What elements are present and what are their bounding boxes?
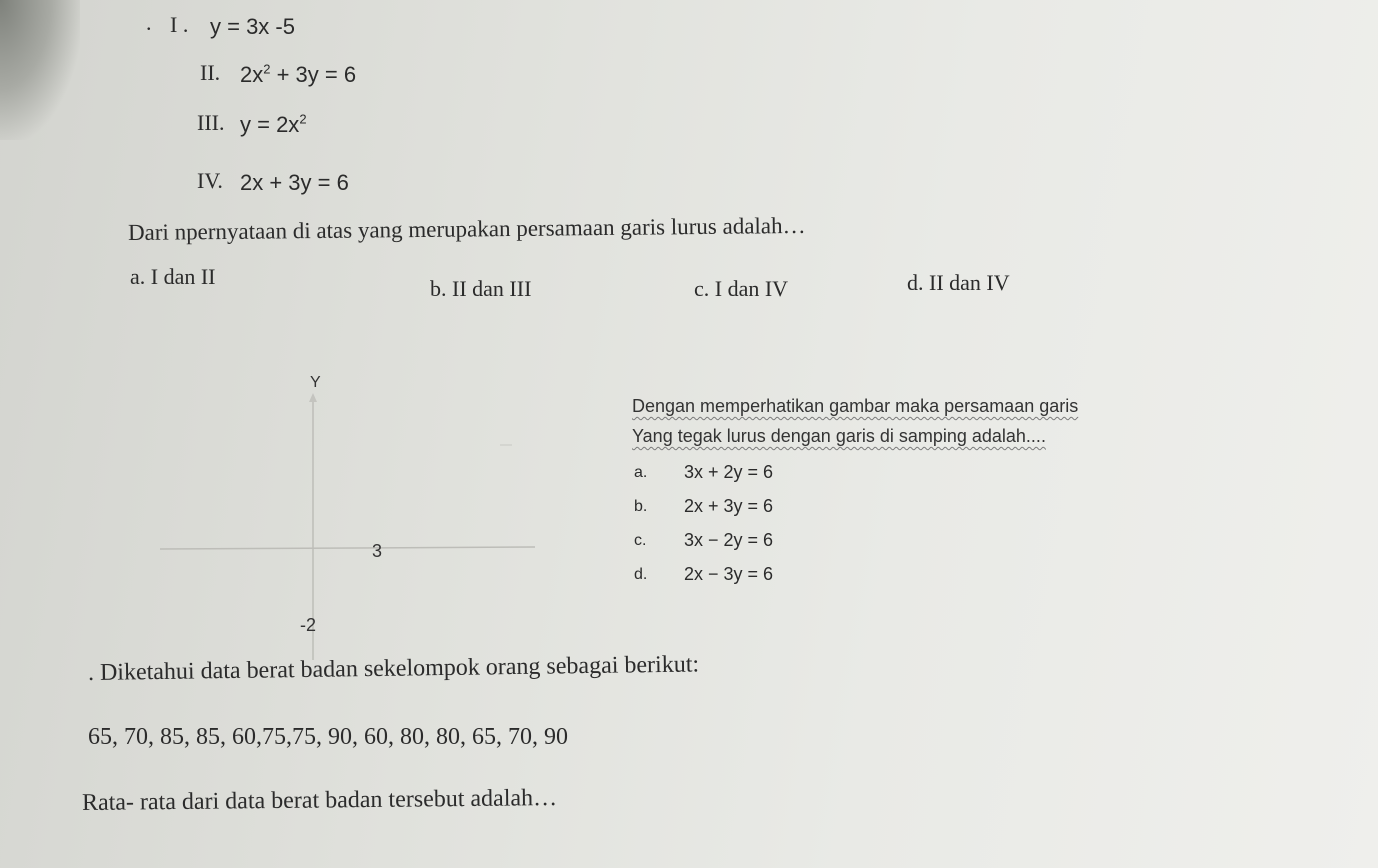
x-axis [160,547,535,549]
question2-option-c-equation: 3x − 2y = 6 [684,530,774,550]
question1-option-d: d. II dan IV [907,270,1010,295]
coordinate-graph [160,365,580,665]
question2-prompt-line2: Yang tegak lurus dengan garis di samping adalah.... [632,426,1046,446]
statement-4-number: IV. [197,168,223,193]
question2-prompt-line1: Dengan memperhatikan gambar maka persamaan garis [632,396,1079,416]
stray-dot: . [146,10,152,35]
question2-option-a-equation: 3x + 2y = 6 [684,462,774,482]
y-axis-arrow [309,393,317,402]
question3-prompt: Rata- rata dari data berat badan tersebut adalah… [81,785,558,816]
question1-option-a: a. I dan II [130,264,216,289]
question2-option-b-equation: 2x + 3y = 6 [684,496,774,516]
question2-option-c-letter: c. [634,532,647,549]
question1-prompt: Dari npernyataan di atas yang merupakan persamaan garis lurus adalah… [127,212,806,245]
question2-option-d-equation: 2x − 3y = 6 [684,564,774,584]
statement-3-number: III. [197,110,225,135]
x-intercept-label: 3 [372,541,383,561]
question3-intro: . Diketahui data berat badan sekelompok orang sebagai berikut: [87,651,700,686]
y-intercept-label: -2 [300,615,317,635]
question2-option-a-letter: a. [634,464,648,481]
question1-option-c: c. I dan IV [694,276,789,301]
photo-corner-shadow [0,0,80,140]
question1-option-b: b. II dan III [430,276,532,301]
statement-1-equation: y = 3x -5 [210,14,295,39]
question2-option-d-letter: d. [634,566,648,583]
question2-option-b-letter: b. [634,498,648,515]
statement-2-equation: $2x^2 + 3y = 6$ [240,61,357,87]
statement-3-equation: $y = 2x^2$ [240,111,307,137]
question3-data: 65, 70, 85, 85, 60,75,75, 90, 60, 80, 80, 65, 70, 90 [88,724,568,750]
statement-4-equation: 2x + 3y = 6 [240,170,349,195]
statement-1-number: I . [170,12,189,37]
statement-2-number: II. [200,60,221,85]
y-axis-label: Y [310,374,321,391]
